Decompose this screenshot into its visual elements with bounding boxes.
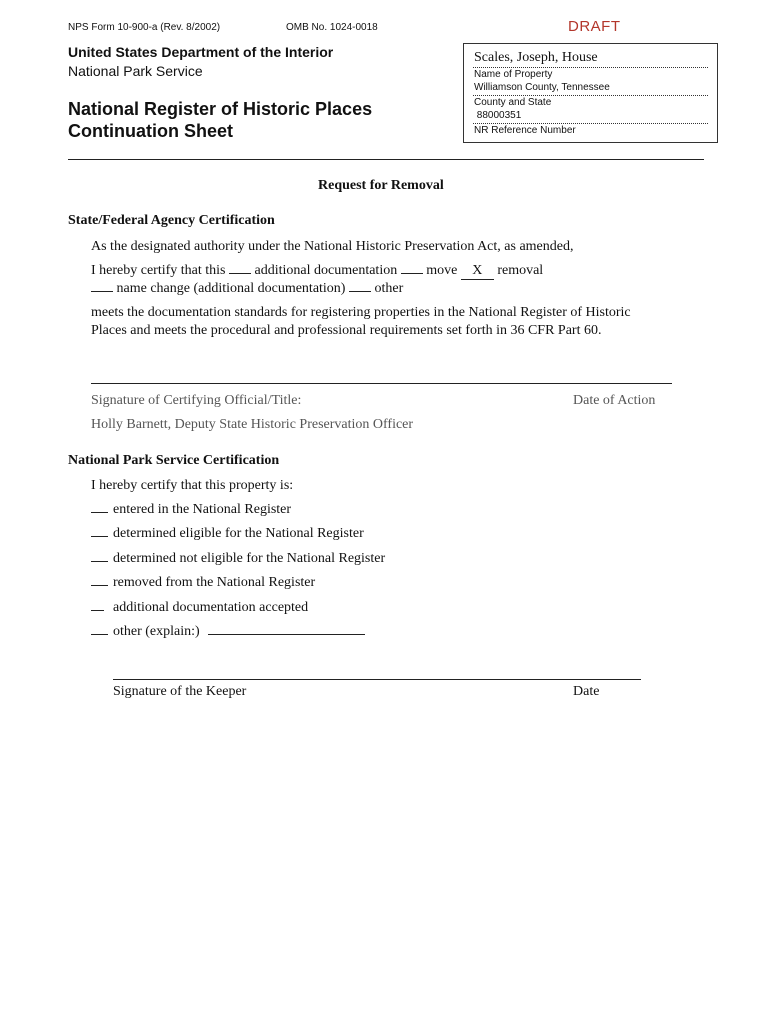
box-divider	[473, 95, 708, 96]
nr-reference-label: NR Reference Number	[474, 125, 576, 136]
line2-text-d: removal	[493, 263, 544, 278]
form-title-line1: National Register of Historic Places	[68, 99, 373, 119]
header-divider	[68, 159, 704, 160]
agency-name: United States Department of the Interior	[68, 44, 334, 60]
omb-number: OMB No. 1024-0018	[286, 22, 378, 33]
state-cert-title: State/Federal Agency Certification	[68, 213, 275, 228]
option-checkbox[interactable]	[91, 561, 108, 562]
state-cert-line5: Places and meets the procedural and professional requirements set forth in 36 CFR Part 60.	[91, 323, 602, 338]
nr-reference-value: 88000351	[474, 110, 522, 121]
option-additional-doc	[91, 600, 308, 616]
service-name: National Park Service	[68, 63, 203, 79]
option-label: determined not eligible for the National Register	[113, 551, 386, 566]
property-name-value: Scales, Joseph, House	[474, 50, 598, 65]
official-signature-label: Signature of Certifying Official/Title:	[91, 393, 302, 408]
option-checkbox[interactable]	[91, 634, 108, 635]
option-checkbox[interactable]	[91, 512, 108, 513]
state-cert-line3	[91, 281, 403, 297]
option-checkbox[interactable]	[91, 585, 108, 586]
removal-mark: X	[472, 263, 483, 278]
draft-stamp: DRAFT	[568, 18, 621, 35]
nps-cert-intro: I hereby certify that this property is:	[91, 478, 294, 493]
section-heading: Request for Removal	[318, 178, 444, 193]
line3-text-b: other	[370, 281, 404, 296]
option-removed	[91, 575, 315, 591]
state-cert-line1: As the designated authority under the National Historic Preservation Act, as amended,	[91, 239, 574, 254]
additional-doc-blank[interactable]	[229, 273, 251, 274]
option-checkbox[interactable]	[91, 610, 104, 611]
box-divider	[473, 123, 708, 124]
option-determined-eligible	[91, 526, 364, 542]
other-blank[interactable]	[349, 291, 371, 292]
option-label: other (explain:)	[113, 624, 200, 639]
line2-text-b: additional documentation	[251, 263, 401, 278]
option-label: determined eligible for the National Register	[113, 526, 364, 541]
box-divider	[473, 67, 708, 68]
name-change-blank[interactable]	[91, 291, 113, 292]
state-cert-line4: meets the documentation standards for registering properties in the National Register of Historic	[91, 305, 631, 320]
keeper-signature-line[interactable]	[113, 679, 641, 680]
state-cert-line2	[91, 263, 543, 280]
option-other	[91, 624, 365, 640]
move-blank[interactable]	[401, 273, 423, 274]
property-name-label: Name of Property	[474, 69, 553, 80]
nps-cert-title: National Park Service Certification	[68, 453, 280, 468]
line2-text-c: move	[422, 263, 461, 278]
option-label: entered in the National Register	[113, 502, 292, 517]
form-title-line2: Continuation Sheet	[68, 121, 233, 141]
county-state-label: County and State	[474, 97, 552, 108]
option-label: removed from the National Register	[113, 575, 316, 590]
keeper-signature-label: Signature of the Keeper	[113, 684, 247, 699]
option-checkbox[interactable]	[91, 536, 108, 537]
certifying-official-name: Holly Barnett, Deputy State Historic Preservation Officer	[91, 417, 414, 432]
option-not-eligible	[91, 551, 385, 567]
keeper-date-label: Date	[573, 684, 600, 699]
option-entered	[91, 502, 291, 518]
line3-text-a: name change (additional documentation)	[113, 281, 349, 296]
other-explain-field[interactable]	[208, 634, 365, 635]
official-signature-line[interactable]	[91, 383, 672, 384]
form-number: NPS Form 10-900-a (Rev. 8/2002)	[68, 22, 221, 33]
removal-checkbox[interactable]	[461, 263, 494, 280]
property-info-box	[463, 43, 718, 143]
line2-text-a: I hereby certify that this	[91, 263, 230, 278]
date-of-action-label: Date of Action	[573, 393, 656, 408]
option-label: additional documentation accepted	[113, 600, 309, 615]
county-state-value: Williamson County, Tennessee	[474, 82, 610, 93]
